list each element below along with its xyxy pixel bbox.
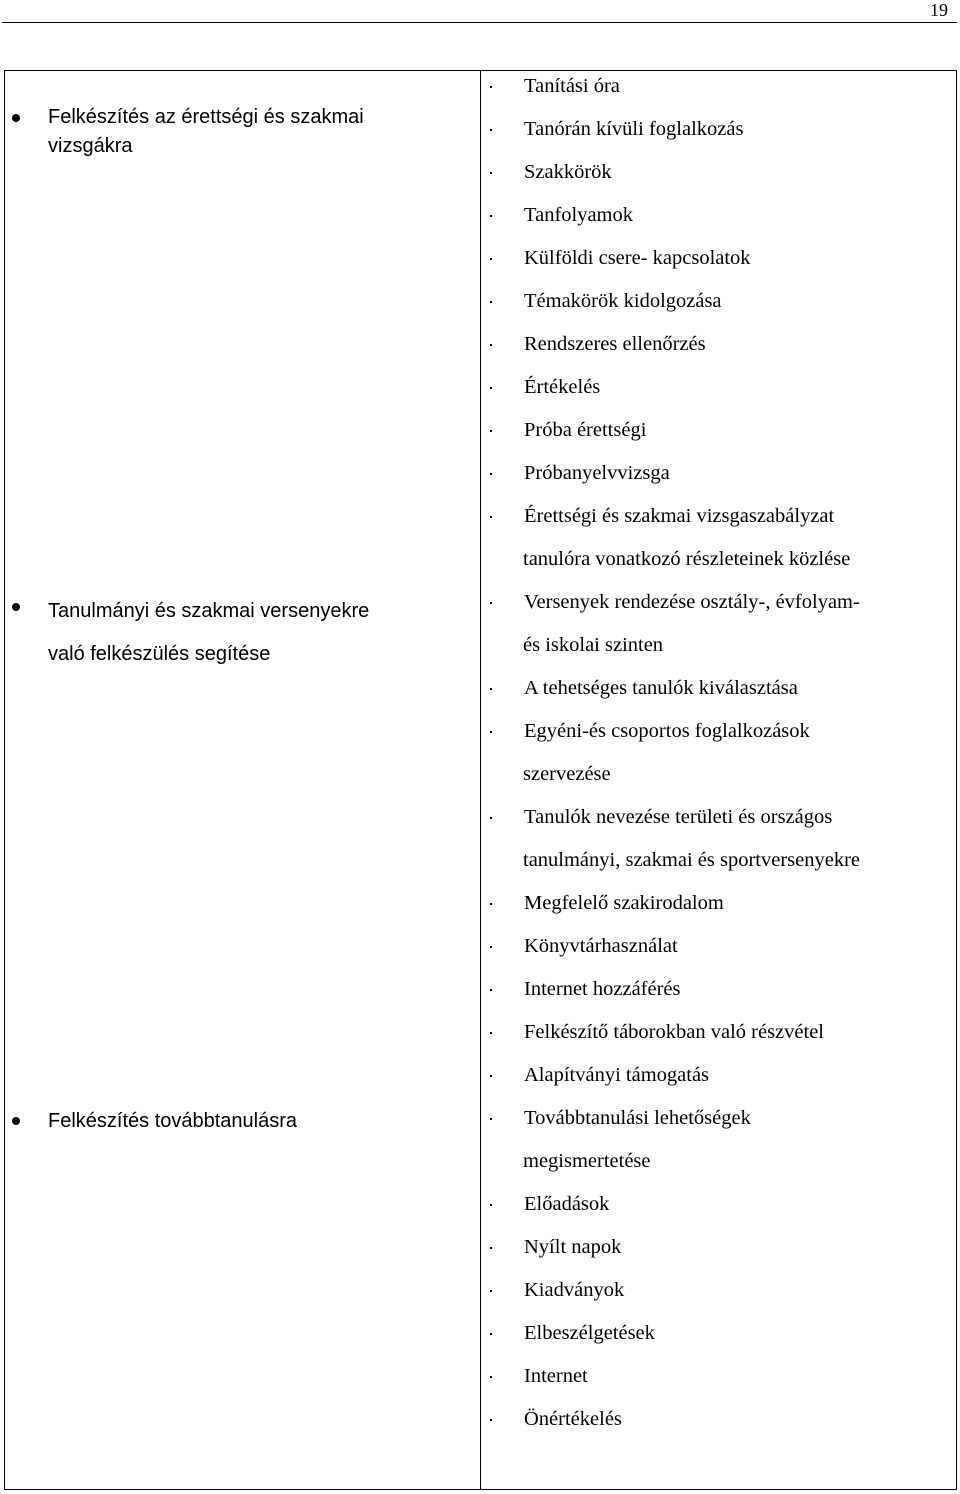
- list-item-text: Könyvtárhasználat: [524, 935, 678, 957]
- bullet-dot-icon: [490, 1376, 492, 1378]
- bullet-dot-icon: [490, 1419, 492, 1421]
- list-item: [490, 882, 950, 925]
- list-item-text: Alapítványi támogatás: [524, 1064, 710, 1086]
- list-item-text: tanulóra vonatkozó részleteinek közlése: [523, 548, 851, 570]
- list-item: [490, 452, 950, 495]
- list-item: [490, 1054, 950, 1097]
- list-item: [490, 237, 950, 280]
- list-item: [490, 1097, 950, 1183]
- list-item-text: Internet: [524, 1365, 588, 1387]
- list-item-text: Továbbtanulási lehetőségek: [524, 1107, 751, 1129]
- list-item-text: Önértékelés: [524, 1408, 622, 1430]
- list-item: [490, 710, 950, 796]
- list-item-text: Rendszeres ellenőrzés: [524, 333, 706, 355]
- list-item-text: Egyéni-és csoportos foglalkozások: [524, 720, 810, 742]
- bullet-dot-icon: [490, 344, 492, 346]
- bullet-dot-icon: [490, 1204, 492, 1206]
- bullet-dot-icon: [490, 215, 492, 217]
- list-item-text: Elbeszélgetések: [524, 1322, 655, 1344]
- list-item: [490, 108, 950, 151]
- bullet-dot-icon: [490, 387, 492, 389]
- list-item: [490, 366, 950, 409]
- list-item-text: Versenyek rendezése osztály-, évfolyam-: [524, 591, 860, 613]
- bullet-dot-icon: [490, 172, 492, 174]
- topic-exam-preparation: [48, 103, 448, 161]
- list-item-text: A tehetséges tanulók kiválasztása: [524, 677, 798, 699]
- list-item-text: Próba érettségi: [524, 419, 647, 441]
- topic-line: vizsgákra: [48, 135, 133, 157]
- list-item-text: Próbanyelvvizsga: [524, 462, 670, 484]
- list-item-text: Előadások: [524, 1193, 610, 1215]
- list-item: [490, 194, 950, 237]
- list-item: [490, 1355, 950, 1398]
- list-item: [490, 409, 950, 452]
- bullet-dot-icon: [490, 1333, 492, 1335]
- topic-line: való felkészülés segítése: [48, 643, 271, 665]
- list-item: [490, 323, 950, 366]
- topic-line: Felkészítés az érettségi és szakmai: [48, 106, 364, 128]
- list-item-text: Érettségi és szakmai vizsgaszabályzat: [524, 505, 835, 527]
- list-item-text: tanulmányi, szakmai és sportversenyekre: [523, 849, 860, 871]
- list-item-text: Tanfolyamok: [524, 204, 634, 226]
- list-item: [490, 925, 950, 968]
- list-item-text: Témakörök kidolgozása: [524, 290, 722, 312]
- bullet-icon: [12, 114, 20, 122]
- list-item: [490, 280, 950, 323]
- topic-competition-preparation: [48, 590, 448, 676]
- activity-list: [490, 65, 950, 1441]
- list-item-text: Kiadványok: [524, 1279, 625, 1301]
- list-item-text: Felkészítő táborokban való részvétel: [524, 1021, 824, 1043]
- list-item-text: Tanítási óra: [524, 75, 620, 97]
- page-number: 19: [930, 0, 948, 20]
- bullet-dot-icon: [490, 1290, 492, 1292]
- list-item-text: Szakkörök: [524, 161, 612, 183]
- list-item: [490, 1269, 950, 1312]
- column-divider: [480, 70, 481, 1490]
- list-item: [490, 1226, 950, 1269]
- bullet-dot-icon: [490, 1118, 492, 1120]
- list-item: [490, 495, 950, 581]
- list-item-text: Tanulók nevezése területi és országos: [524, 806, 833, 828]
- list-item-text: megismertetése: [523, 1150, 651, 1172]
- list-item: [490, 968, 950, 1011]
- bullet-dot-icon: [490, 473, 492, 475]
- list-item-text: szervezése: [523, 763, 611, 785]
- list-item: [490, 1312, 950, 1355]
- topic-line: Felkészítés továbbtanulásra: [48, 1110, 298, 1132]
- list-item: [490, 65, 950, 108]
- bullet-dot-icon: [490, 430, 492, 432]
- list-item-text: Tanórán kívüli foglalkozás: [524, 118, 744, 140]
- bullet-dot-icon: [490, 1247, 492, 1249]
- bullet-dot-icon: [490, 1032, 492, 1034]
- list-item: [490, 1011, 950, 1054]
- list-item: [490, 1183, 950, 1226]
- bullet-icon: [12, 603, 20, 611]
- list-item-text: Nyílt napok: [524, 1236, 622, 1258]
- bullet-dot-icon: [490, 602, 492, 604]
- list-item: [490, 151, 950, 194]
- bullet-dot-icon: [490, 731, 492, 733]
- list-item: [490, 667, 950, 710]
- bullet-dot-icon: [490, 516, 492, 518]
- bullet-dot-icon: [490, 903, 492, 905]
- bullet-dot-icon: [490, 1075, 492, 1077]
- list-item: [490, 581, 950, 667]
- list-item-text: Internet hozzáférés: [524, 978, 681, 1000]
- list-item: [490, 1398, 950, 1441]
- topic-further-education: [48, 1106, 448, 1136]
- header-rule: [2, 22, 957, 23]
- bullet-dot-icon: [490, 989, 492, 991]
- bullet-dot-icon: [490, 688, 492, 690]
- bullet-dot-icon: [490, 258, 492, 260]
- bullet-dot-icon: [490, 86, 492, 88]
- topic-line: Tanulmányi és szakmai versenyekre: [48, 600, 370, 622]
- list-item-text: és iskolai szinten: [523, 634, 664, 656]
- bullet-dot-icon: [490, 129, 492, 131]
- bullet-dot-icon: [490, 301, 492, 303]
- list-item-text: Külföldi csere- kapcsolatok: [524, 247, 751, 269]
- list-item-text: Megfelelő szakirodalom: [524, 892, 724, 914]
- list-item: [490, 796, 950, 882]
- bullet-dot-icon: [490, 817, 492, 819]
- bullet-icon: [12, 1117, 20, 1125]
- bullet-dot-icon: [490, 946, 492, 948]
- list-item-text: Értékelés: [524, 376, 601, 398]
